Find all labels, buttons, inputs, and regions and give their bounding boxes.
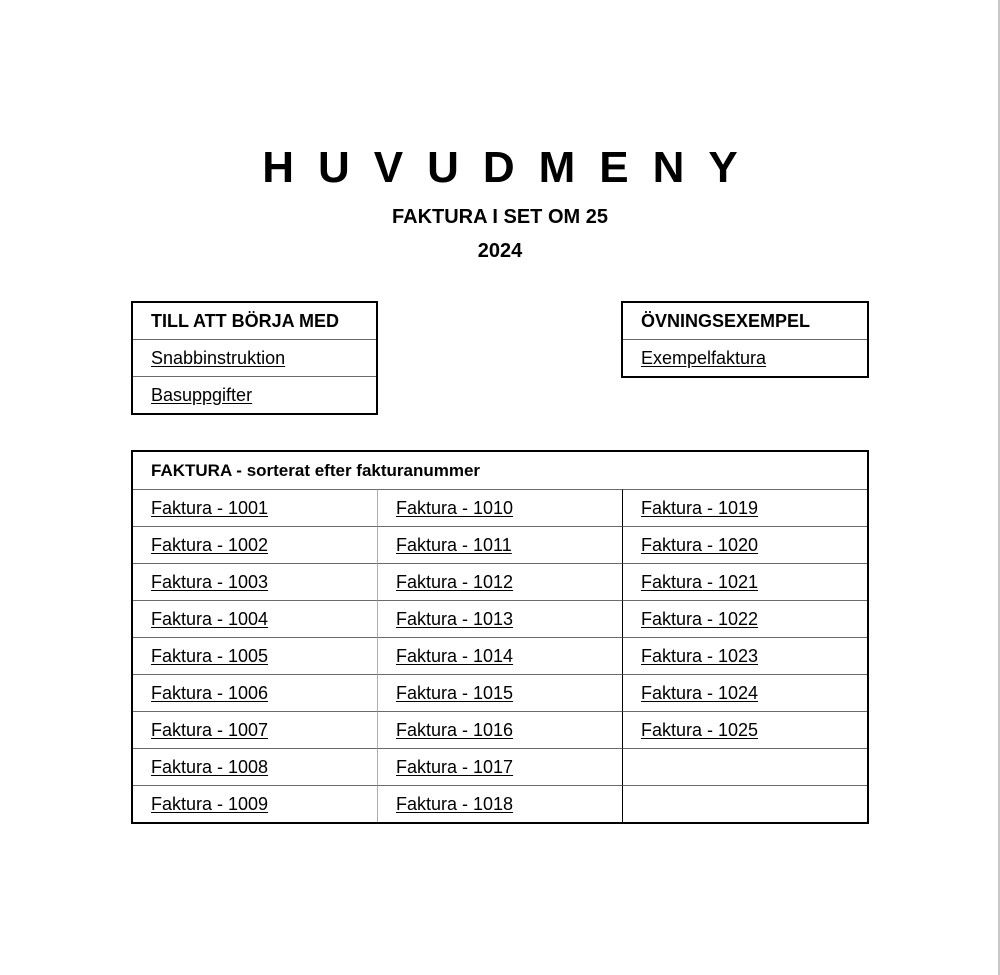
invoice-link[interactable]: Faktura - 1015 — [396, 682, 514, 703]
invoice-cell — [623, 637, 867, 674]
invoice-cell — [623, 748, 867, 785]
invoice-link[interactable]: Faktura - 1010 — [396, 497, 514, 518]
invoice-cell — [133, 526, 378, 563]
invoice-cell — [623, 600, 867, 637]
invoice-link[interactable]: Faktura - 1002 — [151, 534, 269, 555]
invoice-link[interactable]: Faktura - 1025 — [641, 719, 759, 740]
invoice-cell — [133, 637, 378, 674]
invoice-cell — [378, 489, 623, 526]
invoice-cell — [623, 711, 867, 748]
invoice-link[interactable]: Faktura - 1005 — [151, 645, 269, 666]
start-box-row — [133, 340, 376, 377]
invoice-cell — [623, 785, 867, 822]
exercise-box-heading: ÖVNINGSEXEMPEL — [623, 303, 867, 340]
basic-info-link[interactable]: Basuppgifter — [151, 385, 253, 405]
invoice-link[interactable]: Faktura - 1003 — [151, 571, 269, 592]
invoice-link[interactable]: Faktura - 1019 — [641, 497, 759, 518]
invoice-link[interactable]: Faktura - 1024 — [641, 682, 759, 703]
invoice-cell — [133, 563, 378, 600]
invoice-link[interactable]: Faktura - 1022 — [641, 608, 759, 629]
invoice-link[interactable]: Faktura - 1017 — [396, 756, 514, 777]
invoice-link[interactable]: Faktura - 1009 — [151, 793, 269, 814]
invoice-cell — [623, 526, 867, 563]
invoice-cell — [133, 674, 378, 711]
start-box-heading: TILL ATT BÖRJA MED — [133, 303, 376, 340]
invoice-link[interactable]: Faktura - 1006 — [151, 682, 269, 703]
page-title: HUVUDMENY — [262, 143, 762, 192]
invoice-cell — [133, 785, 378, 822]
start-box-row — [133, 377, 376, 414]
invoice-cell — [378, 748, 623, 785]
invoice-link[interactable]: Faktura - 1021 — [641, 571, 759, 592]
exercise-box-row — [623, 340, 867, 377]
invoice-cell — [133, 711, 378, 748]
invoice-cell — [378, 785, 623, 822]
example-invoice-link[interactable]: Exempelfaktura — [641, 348, 767, 368]
invoice-cell — [378, 563, 623, 600]
invoice-link[interactable]: Faktura - 1016 — [396, 719, 514, 740]
invoice-cell — [133, 748, 378, 785]
invoice-cell — [133, 489, 378, 526]
invoice-link[interactable]: Faktura - 1018 — [396, 793, 514, 814]
invoice-link[interactable]: Faktura - 1023 — [641, 645, 759, 666]
invoice-cell — [378, 711, 623, 748]
invoice-link[interactable]: Faktura - 1012 — [396, 571, 514, 592]
invoice-cell — [623, 563, 867, 600]
invoice-cell — [623, 674, 867, 711]
invoice-cell — [378, 637, 623, 674]
page-subtitle: FAKTURA I SET OM 25 — [392, 206, 608, 228]
invoice-grid — [133, 489, 867, 822]
invoice-link[interactable]: Faktura - 1004 — [151, 608, 269, 629]
page-year: 2024 — [477, 240, 523, 262]
invoice-cell — [133, 600, 378, 637]
invoice-link[interactable]: Faktura - 1008 — [151, 756, 269, 777]
invoice-link[interactable]: Faktura - 1007 — [151, 719, 269, 740]
invoice-link[interactable]: Faktura - 1020 — [641, 534, 759, 555]
invoice-cell — [378, 600, 623, 637]
invoice-cell — [623, 489, 867, 526]
invoice-link[interactable]: Faktura - 1011 — [396, 534, 512, 555]
start-box — [131, 301, 378, 415]
invoice-link[interactable]: Faktura - 1013 — [396, 608, 514, 629]
invoice-link[interactable]: Faktura - 1001 — [151, 497, 269, 518]
invoice-cell — [378, 674, 623, 711]
exercise-box — [621, 301, 869, 378]
invoice-cell — [378, 526, 623, 563]
invoice-link[interactable]: Faktura - 1014 — [396, 645, 514, 666]
quick-instructions-link[interactable]: Snabbinstruktion — [151, 347, 286, 368]
invoices-heading: FAKTURA - sorterat efter fakturanummer — [151, 460, 481, 480]
invoices-box — [131, 450, 869, 824]
